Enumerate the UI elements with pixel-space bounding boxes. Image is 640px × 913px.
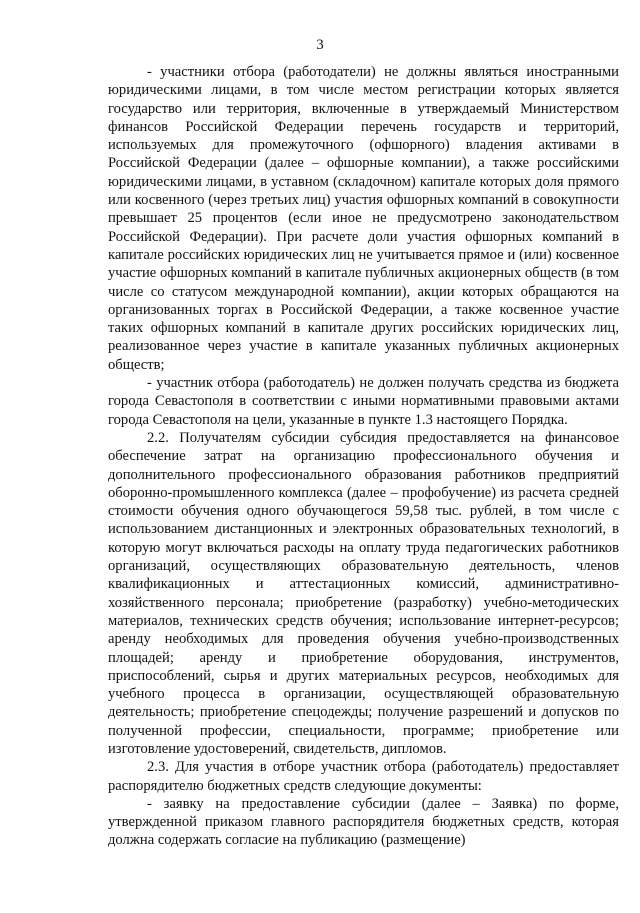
paragraph-application-form: - заявку на предоставление субсидии (далее – Заявка) по форме, утвержденной приказом главного распорядителя бюджетных средств, которая должна содержать согласие на публикацию (размещение) <box>108 795 619 849</box>
document-body <box>108 63 619 850</box>
paragraph-2-3-documents: 2.3. Для участия в отборе участник отбора (работодатель) предоставляет распорядителю бюджетных средств следующие документы: <box>108 759 619 794</box>
page-number: 3 <box>316 37 324 53</box>
paragraph-2-2-subsidy-purpose: 2.2. Получателям субсидии субсидия предоставляется на финансовое обеспечение затрат на организацию профессионального обучения и дополнительного профессионального образования работников предприятий оборонно-промышленного комплекса (далее – профобучение) из расчета средней стоимости обучения одного обучающегося 59,58 тыс. рублей, в том числе с использованием дистанционных и электронных образовательных технологий, в которую могут включаться расходы на оплату труда педагогических работников организаций, осуществляющих образовательную деятельность, членов квалификационных и аттестационных комиссий, административно-хозяйственного персонала; приобретение (разработку) учебно-методических материалов, технических средств обучения; использование интернет-ресурсов; аренду необходимых для проведения обучения учебно-производственных площадей; аренду и приобретение оборудования, инструментов, приспособлений, сырья и других материальных ресурсов, необходимых для учебного процесса в организации, осуществляющей образовательную деятельность; приобретение спецодежды; получение разрешений и допусков по полученной профессии, специальности, программе; приобретение или изготовление удостоверений, свидетельств, дипломов. <box>108 429 619 757</box>
paragraph-offshore-requirement: - участники отбора (работодатели) не должны являться иностранными юридическими лицами, в том числе местом регистрации которых является государство или территория, включенные в утверждаемый Министерством финансов Российской Федерации перечень государств и территорий, используемых для промежуточного (офшорного) владения активами в Российской Федерации (далее – офшорные компании), а также российскими юридическими лицами, в уставном (складочном) капитале которых доля прямого или косвенного (через третьих лиц) участия офшорных компаний в совокупности превышает 25 процентов (если иное не предусмотрено законодательством Российской Федерации). При расчете доли участия офшорных компаний в капитале российских юридических лиц не учитывается прямое и (или) косвенное участие офшорных компаний в капитале публичных акционерных обществ (в том числе со статусом международной компании), акции которых обращаются на организованных торгах в Российской Федерации, а также косвенное участие таких офшорных компаний в капитале других российских юридических лиц, реализованное через участие в капитале указанных публичных акционерных обществ; <box>108 64 619 373</box>
paragraph-no-other-funding: - участник отбора (работодатель) не должен получать средства из бюджета города Севастополя в соответствии с иными нормативными правовыми актами города Севастополя на цели, указанные в пункте 1.3 настоящего Порядка. <box>108 375 619 428</box>
